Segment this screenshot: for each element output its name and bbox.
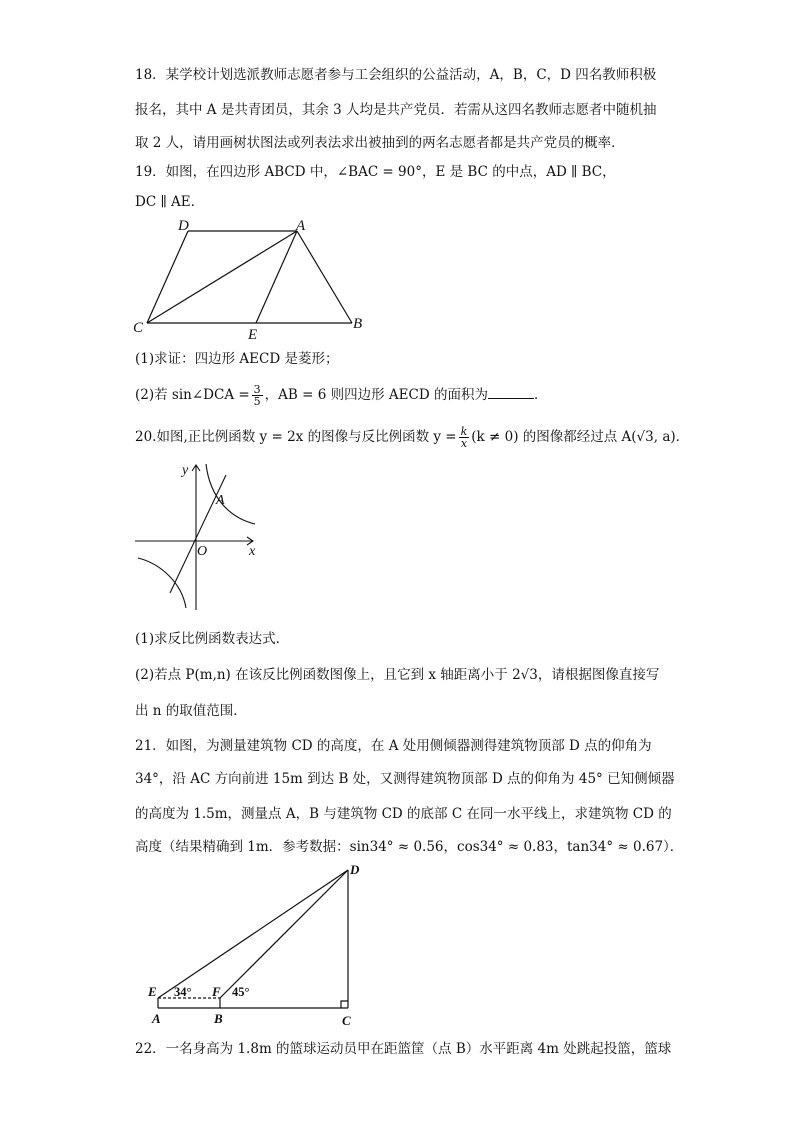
- q19-fraction-denominator: 5: [253, 395, 261, 408]
- q20-label-y: y: [182, 463, 189, 478]
- q21-angle-34: 34°: [174, 985, 192, 999]
- q20-label-o: O: [197, 544, 208, 559]
- q19-label-b: B: [353, 316, 363, 332]
- q19-label-c: C: [133, 320, 144, 336]
- q21-label-b: B: [214, 1011, 223, 1026]
- q20-label-x: x: [249, 544, 256, 559]
- q21-right-angle-mark: [341, 1001, 348, 1008]
- q19-fraction: [252, 384, 263, 407]
- q20-part-1: (1)求反比例函数表达式．: [135, 631, 290, 647]
- q19-segment-ab: [297, 231, 352, 323]
- q19-label-e: E: [248, 327, 258, 342]
- q21-building-figure: [140, 860, 370, 1030]
- q18-line-2: 报名，其中 A 是共青团员，其余 3 人均是共产党员．若需从这四名教师志愿者中随机抽: [135, 102, 657, 118]
- q20-hyperbola-branch-1: [206, 464, 255, 524]
- q22-line-1: 22．一名身高为 1.8m 的篮球运动员甲在距篮筐（点 B）水平距离 4m 处跳起投篮，篮球: [135, 1041, 672, 1057]
- q21-line-3: 的高度为 1.5m，测量点 A，B 与建筑物 CD 的底部 C 在同一水平线上，求建筑物 CD 的: [135, 806, 672, 822]
- q20-line-1-pre: 20.如图,正比例函数 y = 2x 的图像与反比例函数 y =: [135, 429, 457, 445]
- q19-part-2-post: ，AB = 6 则四边形 AECD 的面积为: [264, 387, 488, 403]
- q21-angle-45: 45°: [232, 985, 250, 999]
- q19-line-1: 19．如图，在四边形 ABCD 中，∠BAC = 90°，E 是 BC 的中点，AD ∥ BC，: [135, 164, 616, 180]
- q19-segment-dc: [147, 231, 188, 323]
- q20-part-2-line-1: (2)若点 P(m,n) 在该反比例函数图像上，且它到 x 轴距离小于 2√3，请根据图像直接写: [135, 667, 660, 683]
- q21-line-2: 34°，沿 AC 方向前进 15m 到达 B 处，又测得建筑物顶部 D 点的仰角为 45° 已知侧倾器: [135, 771, 675, 787]
- q21-label-d: D: [350, 862, 360, 877]
- q20-function-graph: [130, 458, 265, 613]
- q20-line-1: [135, 426, 689, 449]
- q19-part-2-end: ．: [533, 387, 548, 403]
- q21-label-e: E: [148, 984, 157, 999]
- q20-label-a: A: [216, 493, 225, 508]
- q19-label-a: A: [296, 218, 306, 234]
- q20-line-1-post: (k ≠ 0) 的图像都经过点 A(√3, a)．: [471, 429, 690, 445]
- q19-label-d: D: [178, 218, 189, 234]
- q19-fraction-numerator: 3: [253, 383, 261, 396]
- q19-segment-ac: [147, 231, 297, 323]
- q19-part-1: (1)求证：四边形 AECD 是菱形；: [135, 351, 339, 367]
- q19-line-2: DC ∥ AE．: [135, 194, 205, 210]
- q20-part-2-line-2: 出 n 的取值范围．: [135, 703, 247, 719]
- q21-sightline-fd: [220, 870, 348, 998]
- q21-sightline-ed: [158, 870, 348, 998]
- q18-line-1: 18．某学校计划选派教师志愿者参与工会组织的公益活动，A，B，C，D 四名教师积极: [135, 67, 657, 83]
- q19-answer-blank: [488, 386, 534, 399]
- q21-line-4: 高度（结果精确到 1m．参考数据：sin34° ≈ 0.56，cos34° ≈ 0.83，tan34° ≈ 0.67）．: [135, 839, 684, 855]
- q21-line-1: 21．如图，为测量建筑物 CD 的高度，在 A 处用侧倾器测得建筑物顶部 D 点的仰角为: [135, 738, 652, 754]
- q19-quadrilateral-figure: [125, 212, 375, 342]
- q20-fraction: [459, 426, 470, 449]
- q19-part-2-pre: (2)若 sin∠DCA =: [135, 387, 250, 403]
- q21-label-a: A: [152, 1011, 161, 1026]
- q19-part-2: [135, 384, 547, 407]
- q19-segment-ae: [256, 231, 297, 323]
- q21-label-f: F: [212, 984, 221, 999]
- q20-fraction-numerator: k: [460, 425, 468, 438]
- q20-fraction-denominator: x: [460, 437, 468, 450]
- q18-line-3: 取 2 人，请用画树状图法或列表法求出被抽到的两名志愿者都是共产党员的概率．: [135, 135, 625, 151]
- q21-label-c: C: [342, 1013, 351, 1028]
- q20-hyperbola-branch-2: [138, 558, 186, 608]
